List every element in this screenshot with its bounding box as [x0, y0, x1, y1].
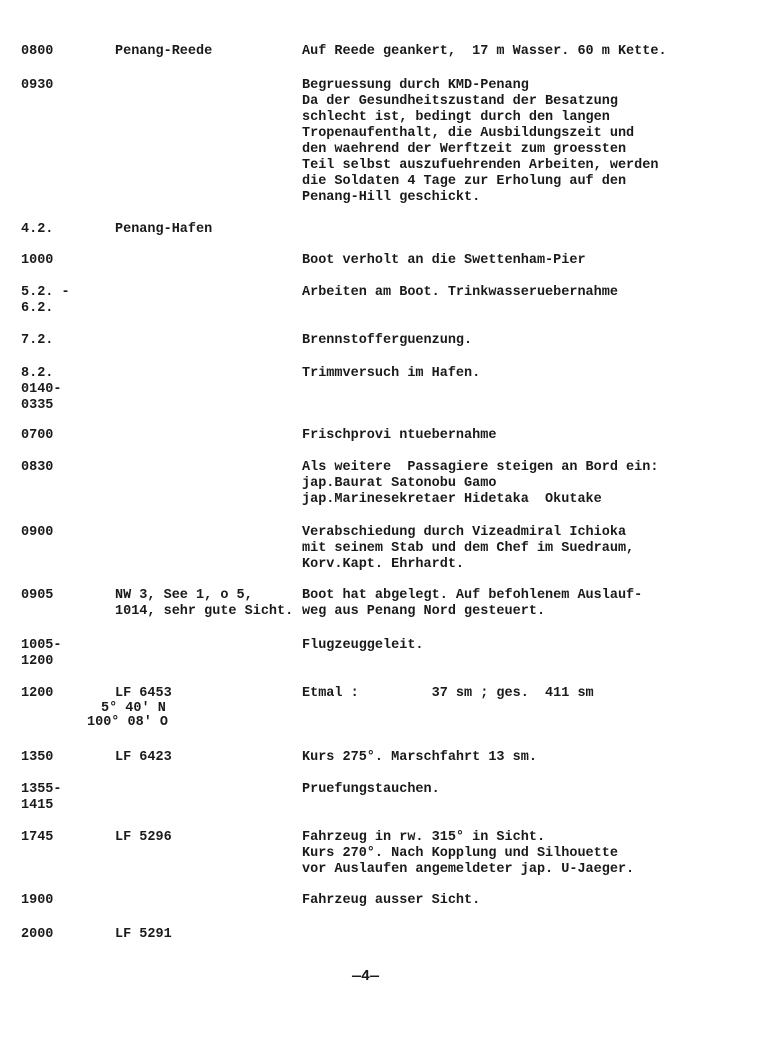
entry-time-line: 7.2.	[21, 333, 54, 348]
entry-time	[21, 782, 62, 814]
entry-time	[21, 366, 62, 414]
entry-text	[302, 253, 586, 269]
entry-time	[21, 893, 53, 909]
entry-text-line: Trimmversuch im Hafen.	[302, 366, 481, 381]
entry-time	[21, 428, 53, 444]
entry-text-line: jap.Baurat Satonobu Gamo	[302, 476, 497, 491]
entry-time	[21, 285, 70, 317]
entry-text	[302, 333, 472, 349]
entry-time-line: 0700	[21, 428, 54, 443]
entry-text-line: mit seinem Stab und dem Chef im Suedraum,	[302, 541, 635, 556]
entry-text-line: Penang-Hill geschickt.	[302, 190, 481, 205]
entry-text-line: Fahrzeug in rw. 315° in Sicht.	[302, 830, 546, 845]
entry-text-line: Boot verholt an die Swettenham-Pier	[302, 253, 586, 268]
entry-text-line: den waehrend der Werftzeit zum groessten	[302, 142, 627, 157]
entry-position	[115, 927, 172, 943]
entry-time-line: 0905	[21, 588, 54, 603]
entry-time-line: 0140-	[21, 382, 62, 397]
entry-time-line: 1005-	[21, 638, 62, 653]
entry-position-line: 100° 08' O	[87, 715, 169, 730]
entry-text-line: Teil selbst auszufuehrenden Arbeiten, werden	[302, 158, 659, 173]
entry-text	[302, 588, 642, 620]
entry-text-line: Etmal : 37 sm ; ges. 411 sm	[302, 686, 594, 701]
entry-time	[21, 638, 62, 670]
entry-time	[21, 750, 53, 766]
entry-text-line: Tropenaufenthalt, die Ausbildungszeit und	[302, 126, 635, 141]
entry-text	[302, 638, 424, 654]
entry-time	[21, 253, 53, 269]
entry-text	[302, 285, 618, 301]
entry-text-line: Da der Gesundheitszustand der Besatzung	[302, 94, 618, 109]
entry-time	[21, 830, 53, 846]
entry-text-line: Auf Reede geankert, 17 m Wasser. 60 m Kette.	[302, 44, 667, 59]
entry-position	[87, 686, 172, 730]
entry-text-line: Begruessung durch KMD-Penang	[302, 78, 529, 93]
entry-text-line: Kurs 270°. Nach Kopplung und Silhouette	[302, 846, 618, 861]
entry-position	[115, 44, 212, 60]
entry-position	[115, 588, 293, 620]
entry-text-line: Verabschiedung durch Vizeadmiral Ichioka	[302, 525, 627, 540]
entry-text-line: Boot hat abgelegt. Auf befohlenem Auslauf-	[302, 588, 643, 603]
entry-position	[115, 222, 212, 238]
entry-text-line: die Soldaten 4 Tage zur Erholung auf den	[302, 174, 627, 189]
entry-text-line: Pruefungstauchen.	[302, 782, 440, 797]
entry-text-line: Korv.Kapt. Ehrhardt.	[302, 557, 465, 572]
entry-time	[21, 686, 53, 702]
entry-position-line: LF 5296	[115, 830, 172, 845]
entry-text-line: Brennstofferguenzung.	[302, 333, 473, 348]
entry-time-line: 1355-	[21, 782, 62, 797]
entry-time-line: 6.2.	[21, 301, 54, 316]
entry-text	[302, 686, 594, 702]
entry-position-line: LF 5291	[115, 927, 172, 942]
entry-text-line: Fahrzeug ausser Sicht.	[302, 893, 481, 908]
entry-text	[302, 428, 496, 444]
entry-position-line: NW 3, See 1, o 5,	[115, 588, 253, 603]
entry-position-line: LF 6453	[115, 686, 172, 701]
entry-text-line: weg aus Penang Nord gesteuert.	[302, 604, 546, 619]
entry-text-line: Kurs 275°. Marschfahrt 13 sm.	[302, 750, 537, 765]
entry-text	[302, 460, 658, 508]
entry-time-line: 1900	[21, 893, 54, 908]
entry-time-line: 4.2.	[21, 222, 54, 237]
entry-text-line: jap.Marinesekretaer Hidetaka Okutake	[302, 492, 602, 507]
entry-time-line: 1350	[21, 750, 54, 765]
entry-text	[302, 78, 658, 206]
entry-time	[21, 460, 53, 476]
entry-text	[302, 366, 480, 382]
entry-time-line: 2000	[21, 927, 54, 942]
entry-text	[302, 782, 440, 798]
entry-position	[115, 830, 172, 846]
entry-text	[302, 750, 537, 766]
entry-text-line: Flugzeuggeleit.	[302, 638, 424, 653]
entry-time	[21, 333, 53, 349]
entry-time	[21, 78, 53, 94]
entry-time-line: 0930	[21, 78, 54, 93]
entry-time-line: 0335	[21, 398, 54, 413]
entry-time-line: 8.2.	[21, 366, 54, 381]
entry-position-line: Penang-Reede	[115, 44, 213, 59]
entry-text-line: schlecht ist, bedingt durch den langen	[302, 110, 610, 125]
entry-time-line: 1745	[21, 830, 54, 845]
entry-time	[21, 44, 53, 60]
entry-time-line: 1200	[21, 686, 54, 701]
entry-time	[21, 588, 53, 604]
entry-time-line: 1415	[21, 798, 54, 813]
entry-text	[302, 893, 480, 909]
entry-position-line: Penang-Hafen	[115, 222, 213, 237]
entry-text-line: Arbeiten am Boot. Trinkwasseruebernahme	[302, 285, 618, 300]
entry-text	[302, 830, 634, 878]
entry-text-line: Frischprovi ntuebernahme	[302, 428, 497, 443]
entry-time-line: 1200	[21, 654, 54, 669]
entry-text	[302, 44, 667, 60]
entry-time-line: 5.2. -	[21, 285, 70, 300]
entry-time	[21, 525, 53, 541]
entry-text-line: Als weitere Passagiere steigen an Bord ein:	[302, 460, 659, 475]
entry-text-line: vor Auslaufen angemeldeter jap. U-Jaeger.	[302, 862, 635, 877]
entry-time	[21, 222, 53, 238]
entry-time-line: 0830	[21, 460, 54, 475]
entry-time-line: 1000	[21, 253, 54, 268]
entry-time-line: 0800	[21, 44, 54, 59]
entry-position-line: 1014, sehr gute Sicht.	[115, 604, 294, 619]
entry-text	[302, 525, 634, 573]
entry-position-line: LF 6423	[115, 750, 172, 765]
entry-position	[115, 750, 172, 766]
page-number: —4—	[352, 968, 380, 985]
entry-time-line: 0900	[21, 525, 54, 540]
entry-position-line: 5° 40' N	[101, 701, 166, 716]
entry-time	[21, 927, 53, 943]
